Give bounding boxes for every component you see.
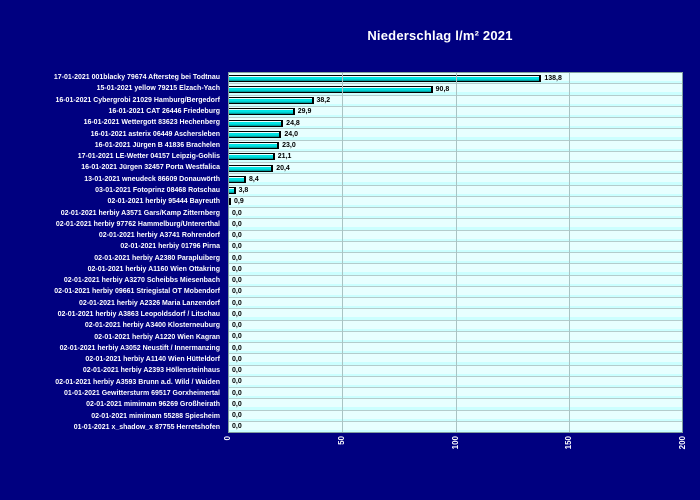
bar [229,142,279,149]
category-label: 02-01-2021 herbiy A3270 Scheibbs Miesenbach [63,277,220,285]
value-label: 20,4 [276,164,290,172]
plot-area [228,72,683,433]
value-label: 0,0 [232,322,242,330]
bar [229,75,541,82]
value-label: 8,4 [249,175,259,183]
category-label: 16-01-2021 asterix 06449 Aschersleben [90,130,220,138]
bar [229,187,236,194]
value-label: 23,0 [282,142,296,150]
value-label: 0,0 [232,400,242,408]
bar [229,108,295,115]
value-label: 0,0 [232,254,242,262]
category-label: 02-01-2021 herbiy A3052 Neustift / Innermanzing [59,344,220,352]
bar [229,198,231,205]
category-label: 02-01-2021 herbiy A2380 Parapluiberg [94,254,220,262]
category-label: 02-01-2021 herbiy 97762 Hammelburg/Untererthal [55,220,220,228]
value-label: 0,0 [232,355,242,363]
category-label: 02-01-2021 herbiy 09661 Striegistal OT Mobendorf [54,288,220,296]
category-label: 02-01-2021 herbiy A3571 Gars/Kamp Zitternberg [60,209,220,217]
value-label: 38,2 [316,97,331,105]
value-label: 0,0 [232,333,242,341]
category-label: 01-01-2021 Gewittersturm 69517 Gorxheimertal [63,390,220,398]
x-tick-label: 150 [564,436,574,450]
category-label: 03-01-2021 Fotoprinz 08468 Rotschau [95,186,220,194]
category-label: 02-01-2021 mimimam 96269 Großheirath [86,401,220,409]
value-label: 0,0 [232,310,242,318]
gridline [569,73,570,432]
category-label: 02-01-2021 herbiy A1160 Wien Ottakring [87,265,220,273]
bar [229,86,433,93]
x-tick-label: 100 [450,436,460,450]
category-label: 02-01-2021 herbiy A1220 Wien Kagran [94,333,220,341]
x-tick-label: 0 [223,436,232,441]
x-tick-label: 200 [678,436,687,450]
x-tick-label: 50 [336,436,346,445]
category-label: 13-01-2021 wneudeck 86609 Donauwörth [84,175,220,183]
value-label: 0,0 [232,277,242,285]
value-label: 0,0 [232,367,242,375]
bar [229,153,275,160]
bar [229,97,314,104]
value-label: 29,9 [297,108,312,116]
value-label: 0,0 [232,220,242,228]
value-label: 0,0 [232,378,242,386]
category-label: 02-01-2021 herbiy A3593 Brunn a.d. Wild / Waiden [55,378,220,386]
value-label: 0,0 [232,209,242,217]
category-label: 02-01-2021 herbiy A3863 Leopoldsdorf / Litschau [57,311,220,319]
category-label: 01-01-2021 x_shadow_x 87755 Herretshofen [73,423,220,431]
value-label: 24,0 [284,130,298,138]
category-label: 02-01-2021 herbiy A2393 Höllensteinhaus [82,367,220,375]
category-label: 16-01-2021 Wettergott 83623 Hechenberg [83,119,220,127]
value-label: 0,0 [232,389,242,397]
gridline [456,73,457,432]
bar [229,131,281,138]
value-label: 0,0 [232,265,242,273]
value-label: 0,0 [232,344,242,352]
category-label: 16-01-2021 CAT 26446 Friedeburg [108,107,220,115]
value-label: 3,8 [238,187,249,195]
category-label: 16-01-2021 Jürgen 32457 Porta Westfalica [81,164,220,172]
category-label: 16-01-2021 Jürgen B 41836 Brachelen [94,141,220,149]
value-label: 0,0 [232,299,242,307]
value-label: 0,0 [232,423,242,431]
value-label: 0,0 [232,412,242,420]
value-label: 0,0 [232,243,242,251]
category-label: 02-01-2021 mimimam 55288 Spiesheim [91,412,220,420]
gridline [342,73,343,432]
value-label: 90,8 [435,85,450,93]
value-label: 24,8 [286,119,300,127]
chart-title: Niederschlag l/m² 2021 [367,28,513,43]
category-label: 15-01-2021 yellow 79215 Elzach-Yach [96,85,220,93]
category-label: 17-01-2021 001blacky 79674 Aftersteg bei Todtnau [53,74,220,82]
bar [229,165,273,172]
category-label: 02-01-2021 herbiy A3741 Rohrendorf [98,232,220,240]
category-label: 02-01-2021 herbiy 01796 Pirna [120,243,220,251]
bar [229,120,283,127]
value-label: 0,0 [232,232,242,240]
value-label: 0,9 [234,198,244,206]
bar [229,176,246,183]
category-label: 16-01-2021 Cybergrobi 21029 Hamburg/Bergedorf [55,96,220,104]
value-label: 21,1 [277,153,292,161]
category-axis [0,72,224,433]
category-label: 02-01-2021 herbiy A2326 Maria Lanzendorf [79,299,220,307]
category-label: 02-01-2021 herbiy A3400 Klosterneuburg [84,322,220,330]
category-label: 02-01-2021 herbiy A1140 Wien Hütteldorf [85,356,220,364]
value-label: 0,0 [232,288,242,296]
value-label: 138,8 [544,74,562,82]
category-label: 17-01-2021 LE-Wetter 04157 Leipzig-Gohlis [77,153,220,161]
category-label: 02-01-2021 herbiy 95444 Bayreuth [107,198,220,206]
